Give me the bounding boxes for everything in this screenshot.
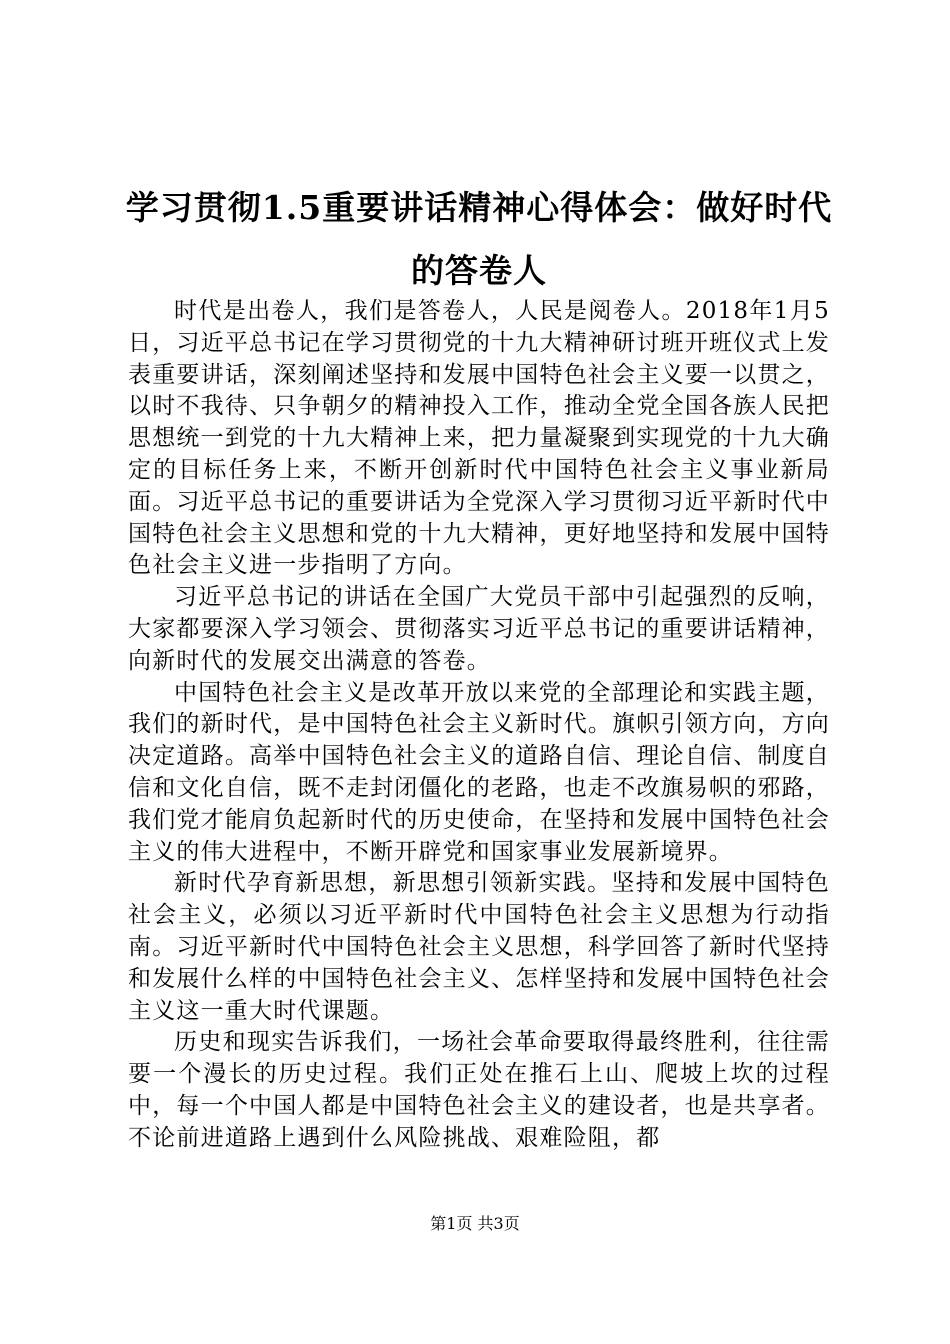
paragraph-5: 历史和现实告诉我们，一场社会革命要取得最终胜利，往往需要一个漫长的历史过程。我们正处在推石上山、爬坡上坎的过程中，每一个中国人都是中国特色社会主义的建设者，也是共享者。不论前进道路上遇到什么风险挑战、艰难险阻，都 (128, 1029, 830, 1151)
paragraph-1: 时代是出卷人，我们是答卷人，人民是阅卷人。2018年1月5日，习近平总书记在学习贯彻党的十九大精神研讨班开班仪式上发表重要讲话，深刻阐述坚持和发展中国特色社会主义要一以贯之，以时不我待、只争朝夕的精神投入工作，推动全党全国各族人民把思想统一到党的十九大精神上来，把力量凝聚到实现党的十九大确定的目标任务上来，不断开创新时代中国特色社会主义事业新局面。习近平总书记的重要讲话为全党深入学习贯彻习近平新时代中国特色社会主义思想和党的十九大精神，更好地坚持和发展中国特色社会主义进一步指明了方向。 (128, 298, 830, 579)
paragraph-3: 中国特色社会主义是改革开放以来党的全部理论和实践主题，我们的新时代，是中国特色社会主义新时代。旗帜引领方向，方向决定道路。高举中国特色社会主义的道路自信、理论自信、制度自信和文化自信，既不走封闭僵化的老路，也走不改旗易帜的邪路，我们党才能肩负起新时代的历史使命，在坚持和发展中国特色社会主义的伟大进程中，不断开辟党和国家事业发展新境界。 (128, 679, 830, 865)
document-body (128, 296, 830, 1155)
paragraph-2: 习近平总书记的讲话在全国广大党员干部中引起强烈的反响，大家都要深入学习领会、贯彻落实习近平总书记的重要讲话精神，向新时代的发展交出满意的答卷。 (128, 584, 830, 674)
paragraph-4: 新时代孕育新思想，新思想引领新实践。坚持和发展中国特色社会主义，必须以习近平新时代中国特色社会主义思想为行动指南。习近平新时代中国特色社会主义思想，科学回答了新时代坚持和发展什么样的中国特色社会主义、怎样坚持和发展中国特色社会主义这一重大时代课题。 (128, 870, 830, 1024)
document-title: 学习贯彻1.5重要讲话精神心得体会：做好时代的答卷人 (125, 188, 833, 290)
page-footer: 第1页 共3页 (430, 1214, 520, 1233)
